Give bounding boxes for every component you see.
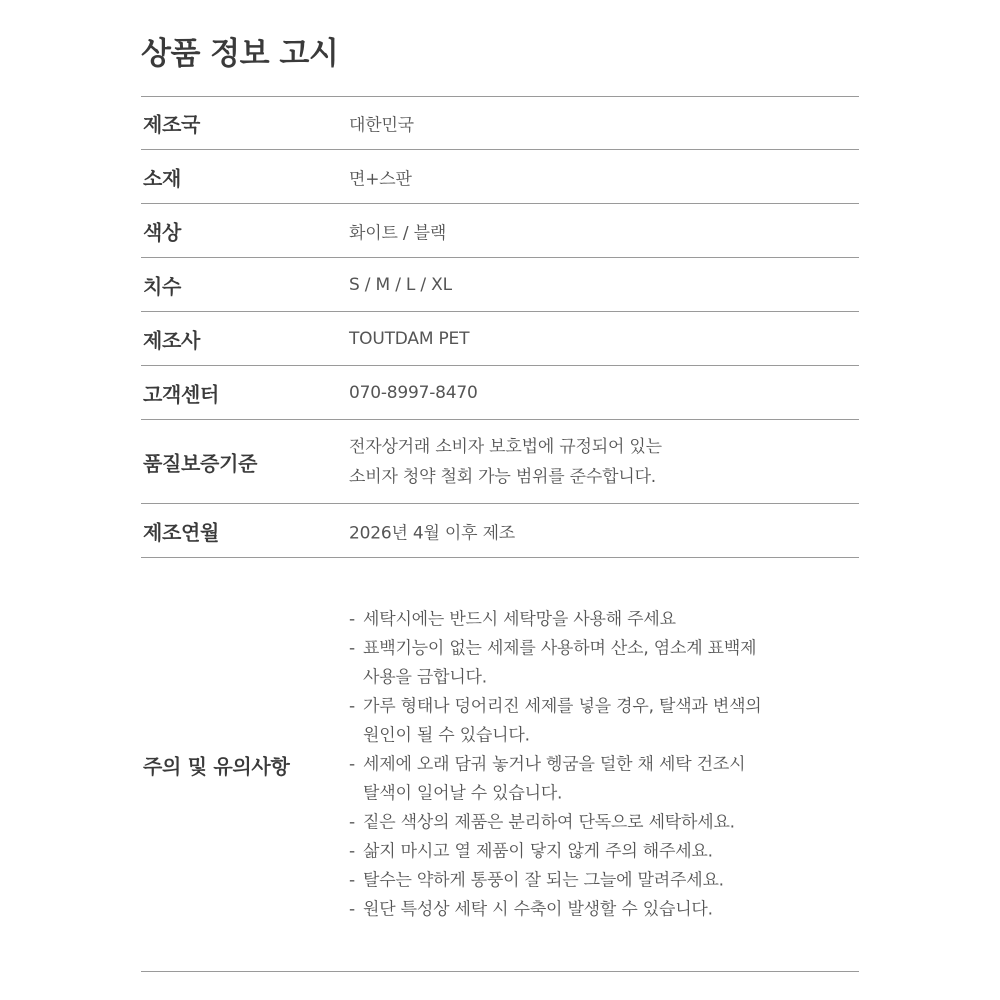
caution-note	[349, 837, 762, 866]
row-label: 소재	[143, 166, 182, 190]
caution-note	[349, 750, 762, 808]
note-line: - 삶지 마시고 열 제품이 닿지 않게 주의 해주세요.	[363, 841, 713, 861]
row-label: 고객센터	[143, 382, 220, 406]
note-line: - 세탁시에는 반드시 세탁망을 사용해 주세요	[363, 609, 676, 629]
row-manufacture-date	[141, 504, 859, 558]
caution-note	[349, 605, 762, 634]
row-label: 주의 및 유의사항	[143, 754, 290, 778]
note-line: - 세제에 오래 담궈 놓거나 헹굼을 덜한 채 세탁 건조시	[363, 754, 746, 774]
row-value: TOUTDAM PET	[349, 328, 470, 349]
row-label: 제조연월	[143, 520, 220, 544]
row-value: 대한민국	[349, 115, 414, 136]
row-label: 제조국	[143, 112, 201, 137]
row-label: 치수	[143, 274, 182, 298]
row-label: 색상	[143, 220, 182, 244]
note-line: - 탈수는 약하게 통풍이 잘 되는 그늘에 말려주세요.	[363, 870, 724, 890]
row-country	[141, 97, 859, 150]
caution-note	[349, 692, 762, 750]
row-value: 070-8997-8470	[349, 382, 478, 403]
row-value: 면+스판	[349, 169, 412, 189]
row-value	[349, 432, 662, 492]
row-quality-standard	[141, 420, 859, 504]
row-value: 화이트 / 블랙	[349, 223, 447, 243]
note-line: - 가루 형태나 덩어리진 세제를 넣을 경우, 탈색과 변색의	[363, 696, 762, 716]
note-line: - 짙은 색상의 제품은 분리하여 단독으로 세탁하세요.	[363, 812, 735, 832]
value-line: 전자상거래 소비자 보호법에 규정되어 있는	[349, 436, 662, 457]
row-caution	[141, 558, 859, 972]
info-table	[141, 96, 859, 972]
row-customer-center	[141, 366, 859, 420]
caution-note	[349, 634, 762, 692]
row-label: 제조사	[143, 328, 201, 352]
note-line: 원인이 될 수 있습니다.	[363, 725, 530, 745]
note-line: - 원단 특성상 세탁 시 수축이 발생할 수 있습니다.	[363, 899, 713, 919]
row-label: 품질보증기준	[143, 451, 258, 475]
value-line: 소비자 청약 철회 가능 범위를 준수합니다.	[349, 466, 656, 487]
row-size	[141, 258, 859, 312]
caution-note	[349, 866, 762, 895]
caution-notes	[349, 605, 762, 924]
note-line: 사용을 금합니다.	[363, 667, 487, 687]
row-material	[141, 150, 859, 204]
row-value: S / M / L / XL	[349, 274, 452, 295]
note-line: - 표백기능이 없는 세제를 사용하며 산소, 염소계 표백제	[363, 638, 757, 658]
row-color	[141, 204, 859, 258]
page-title: 상품 정보 고시	[141, 36, 339, 72]
row-value: 2026년 4월 이후 제조	[349, 523, 516, 543]
note-line: 탈색이 일어날 수 있습니다.	[363, 783, 563, 803]
caution-note	[349, 895, 762, 924]
row-manufacturer	[141, 312, 859, 366]
caution-note	[349, 808, 762, 837]
